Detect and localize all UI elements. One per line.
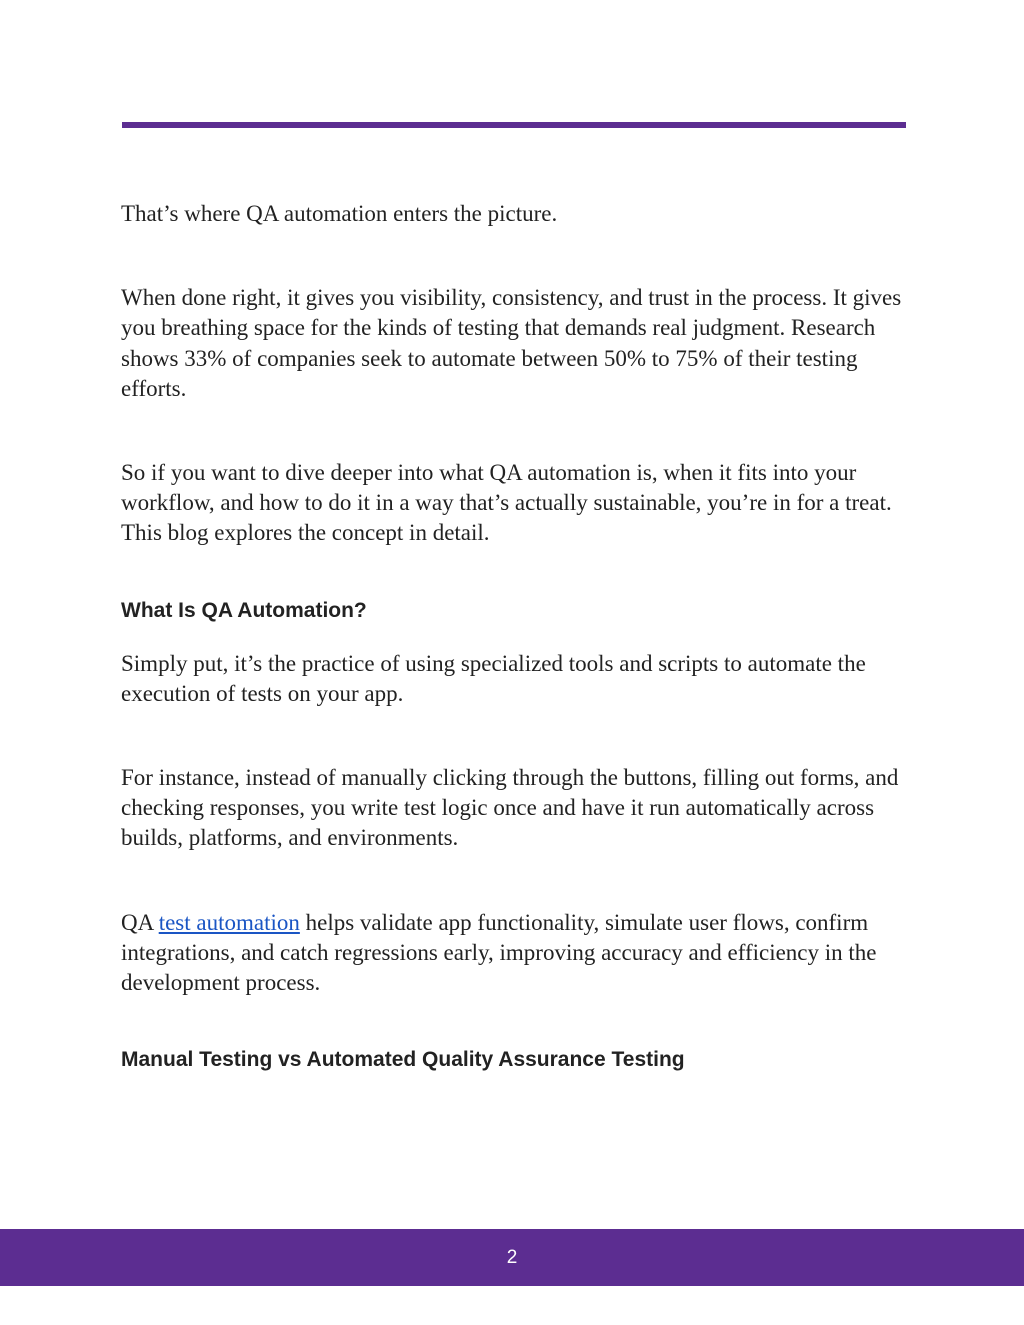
page-content: [121, 199, 911, 1073]
test-automation-link[interactable]: test automation: [158, 909, 300, 935]
done-right-paragraph: When done right, it gives you visibility, consistency, and trust in the process. It gives you breathing space for the kinds of testing that demands real judgment. Research shows 33% of companies seek to automate between 50% to 75% of their testing efforts.: [121, 285, 902, 401]
manual-vs-automated-heading: Manual Testing vs Automated Quality Assurance Testing: [121, 1048, 685, 1072]
footer-bar: [0, 1229, 1024, 1286]
example-paragraph: For instance, instead of manually clicking through the buttons, filling out forms, and checking responses, you write test logic once and have it run automatically across builds, platforms, and environments.: [121, 765, 899, 851]
top-divider-rule: [122, 122, 906, 128]
dive-deeper-paragraph: So if you want to dive deeper into what QA automation is, when it fits into your workflow, and how to do it in a way that’s actually sustainable, you’re in for a treat. This blog explores the concept in detail.: [121, 460, 892, 546]
intro-paragraph: That’s where QA automation enters the picture.: [121, 201, 558, 226]
paragraph-suffix-text: helps validate app functionality, simulate user flows, confirm integrations, and catch regressions early, improving accuracy and efficiency in the development process.: [121, 909, 877, 996]
what-is-qa-automation-heading: What Is QA Automation?: [121, 598, 367, 622]
paragraph-prefix-text: QA: [121, 909, 159, 935]
test-automation-paragraph: [121, 908, 911, 999]
page-number: 2: [506, 1247, 518, 1268]
definition-paragraph: Simply put, it’s the practice of using specialized tools and scripts to automate the execution of tests on your app.: [121, 650, 866, 706]
